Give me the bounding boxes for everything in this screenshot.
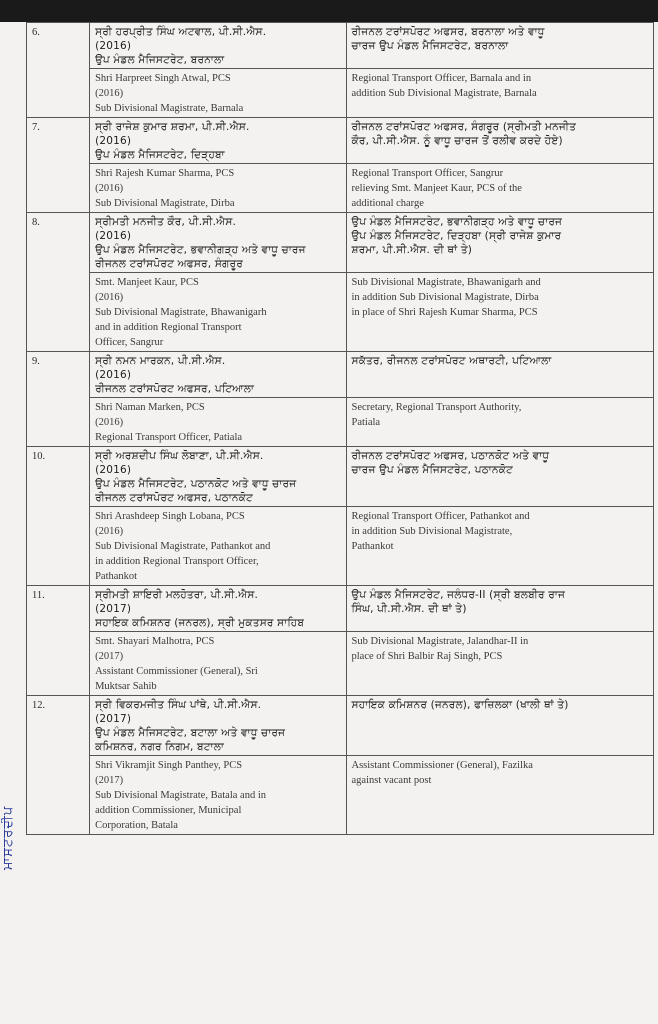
- new-posting-punjabi-line: ਸਕੱਤਰ, ਰੀਜਨਲ ਟਰਾਂਸਪੋਰਟ ਅਥਾਰਟੀ, ਪਟਿਆਲਾ: [351, 355, 552, 367]
- serial-number: 7.: [27, 118, 90, 213]
- officer-current-posting-punjabi-line: (2017): [95, 713, 132, 725]
- new-posting-english-line: Sub Divisional Magistrate, Bhawanigarh and: [351, 277, 541, 288]
- table-body: [27, 23, 654, 835]
- new-posting-english-line: relieving Smt. Manjeet Kaur, PCS of the: [351, 183, 522, 194]
- new-posting-punjabi: [346, 118, 654, 164]
- officer-current-posting-english-line: Smt. Shayari Malhotra, PCS: [95, 636, 215, 647]
- new-posting-punjabi-line: ਸ਼ਰਮਾ, ਪੀ.ਸੀ.ਐਸ. ਦੀ ਥਾਂ ਤੇ): [351, 244, 473, 256]
- serial-number: 6.: [27, 23, 90, 118]
- table-row: [27, 23, 654, 69]
- new-posting-english: [346, 756, 654, 835]
- officer-current-posting-english-line: (2017): [95, 651, 124, 662]
- new-posting-english-line: Pathankot: [351, 541, 394, 552]
- new-posting-punjabi-line: ਰੀਜਨਲ ਟਰਾਂਸਪੋਰਟ ਅਫਸਰ, ਬਰਨਾਲਾ ਅਤੇ ਵਾਧੂ: [351, 26, 545, 38]
- officer-current-posting-english-line: (2017): [95, 775, 124, 786]
- table-row: [27, 398, 654, 447]
- new-posting-english-line: in addition Sub Divisional Magistrate,: [351, 526, 513, 537]
- officer-current-posting-english: [90, 69, 346, 118]
- table-row: [27, 352, 654, 398]
- officer-current-posting-punjabi-line: (2016): [95, 40, 132, 52]
- officer-current-posting-punjabi-line: ਸ੍ਰੀ ਅਰਸ਼ਦੀਪ ਸਿੰਘ ਲੋਬਾਣਾ, ਪੀ.ਸੀ.ਐਸ.: [95, 450, 264, 462]
- new-posting-english-line: additional charge: [351, 198, 424, 209]
- new-posting-english-line: Patiala: [351, 417, 381, 428]
- new-posting-english-line: Regional Transport Officer, Pathankot and: [351, 511, 530, 522]
- officer-current-posting-english: [90, 632, 346, 696]
- officer-current-posting-english-line: addition Commissioner, Municipal: [95, 805, 242, 816]
- new-posting-punjabi: [346, 586, 654, 632]
- new-posting-punjabi: [346, 23, 654, 69]
- new-posting-english-line: Assistant Commissioner (General), Fazilka: [351, 760, 533, 771]
- officer-current-posting-english-line: (2016): [95, 183, 124, 194]
- officer-current-posting-punjabi: [90, 23, 346, 69]
- table-row: [27, 164, 654, 213]
- officer-current-posting-english-line: Shri Rajesh Kumar Sharma, PCS: [95, 168, 235, 179]
- officer-current-posting-punjabi-line: ਸ੍ਰੀ ਹਰਪ੍ਰੀਤ ਸਿੰਘ ਅਟਵਾਲ, ਪੀ.ਸੀ.ਐਸ.: [95, 26, 267, 38]
- officer-current-posting-english-line: Shri Harpreet Singh Atwal, PCS: [95, 73, 231, 84]
- new-posting-punjabi-line: ਚਾਰਜ ਉਪ ਮੰਡਲ ਮੈਜਿਸਟਰੇਟ, ਪਠਾਨਕੋਟ: [351, 464, 513, 476]
- new-posting-english-line: place of Shri Balbir Raj Singh, PCS: [351, 651, 503, 662]
- officer-current-posting-punjabi-line: ਸ੍ਰੀਮਤੀ ਮਨਜੀਤ ਕੌਰ, ਪੀ.ਸੀ.ਐਸ.: [95, 216, 237, 228]
- officer-current-posting-punjabi-line: ਕਮਿਸ਼ਨਰ, ਨਗਰ ਨਿਗਮ, ਬਟਾਲਾ: [95, 741, 225, 753]
- officer-current-posting-english-line: (2016): [95, 88, 124, 99]
- officer-current-posting-punjabi-line: ਸਹਾਇਕ ਕਮਿਸ਼ਨਰ (ਜਨਰਲ), ਸ੍ਰੀ ਮੁਕਤਸਰ ਸਾਹਿਬ: [95, 617, 305, 629]
- new-posting-punjabi-line: ਉਪ ਮੰਡਲ ਮੈਜਿਸਟਰੇਟ, ਜਲੰਧਰ-II (ਸ੍ਰੀ ਬਲਬੀਰ ਰਾਜ: [351, 589, 566, 601]
- officer-current-posting-english: [90, 398, 346, 447]
- table-row: [27, 756, 654, 835]
- officer-current-posting-english: [90, 164, 346, 213]
- new-posting-punjabi-line: ਉਪ ਮੰਡਲ ਮੈਜਿਸਟਰੇਟ, ਭਵਾਨੀਗੜ੍ਹ ਅਤੇ ਵਾਧੂ ਚਾਰਜ: [351, 216, 563, 228]
- officer-current-posting-punjabi-line: ਉਪ ਮੰਡਲ ਮੈਜਿਸਟਰੇਟ, ਬਟਾਲਾ ਅਤੇ ਵਾਧੂ ਚਾਰਜ: [95, 727, 286, 739]
- new-posting-punjabi: [346, 696, 654, 756]
- handwritten-signature: ਮਾਸਟਰਦੀਪ: [1, 805, 16, 870]
- table-row: [27, 118, 654, 164]
- officer-current-posting-english-line: Pathankot: [95, 571, 138, 582]
- officer-current-posting-english-line: Shri Vikramjit Singh Panthey, PCS: [95, 760, 243, 771]
- officer-current-posting-punjabi: [90, 118, 346, 164]
- serial-number: 9.: [27, 352, 90, 447]
- officer-current-posting-punjabi-line: ਉਪ ਮੰਡਲ ਮੈਜਿਸਟਰੇਟ, ਬਰਨਾਲਾ: [95, 54, 225, 66]
- officer-current-posting-punjabi-line: (2016): [95, 230, 132, 242]
- table-row: [27, 69, 654, 118]
- new-posting-punjabi-line: ਰੀਜਨਲ ਟਰਾਂਸਪੋਰਟ ਅਫਸਰ, ਪਠਾਨਕੋਟ ਅਤੇ ਵਾਧੂ: [351, 450, 550, 462]
- officer-current-posting-english: [90, 756, 346, 835]
- officer-current-posting-punjabi: [90, 213, 346, 273]
- serial-number: 8.: [27, 213, 90, 352]
- serial-number: 11.: [27, 586, 90, 696]
- new-posting-english-line: Regional Transport Officer, Sangrur: [351, 168, 504, 179]
- officer-current-posting-punjabi-line: (2017): [95, 603, 132, 615]
- officer-current-posting-punjabi-line: (2016): [95, 369, 132, 381]
- officer-current-posting-english-line: Sub Divisional Magistrate, Pathankot and: [95, 541, 271, 552]
- new-posting-punjabi-line: ਉਪ ਮੰਡਲ ਮੈਜਿਸਟਰੇਟ, ਦਿੜ੍ਹਬਾ (ਸ੍ਰੀ ਰਾਜੇਸ਼ ਕੁਮਾਰ: [351, 230, 562, 242]
- officer-current-posting-english-line: Shri Arashdeep Singh Lobana, PCS: [95, 511, 245, 522]
- officer-current-posting-english-line: Sub Divisional Magistrate, Bhawanigarh: [95, 307, 267, 318]
- new-posting-punjabi-line: ਰੀਜਨਲ ਟਰਾਂਸਪੋਰਟ ਅਫਸਰ, ਸੰਗਰੂਰ (ਸ੍ਰੀਮਤੀ ਮਨਜੀਤ: [351, 121, 576, 133]
- new-posting-punjabi-line: ਚਾਰਜ ਉਪ ਮੰਡਲ ਮੈਜਿਸਟਰੇਟ, ਬਰਨਾਲਾ: [351, 40, 509, 52]
- officer-current-posting-punjabi-line: ਉਪ ਮੰਡਲ ਮੈਜਿਸਟਰੇਟ, ਦਿੜ੍ਹਬਾ: [95, 149, 225, 161]
- officer-current-posting-english-line: in addition Regional Transport Officer,: [95, 556, 259, 567]
- serial-number: 10.: [27, 447, 90, 586]
- officer-current-posting-english-line: Smt. Manjeet Kaur, PCS: [95, 277, 199, 288]
- officer-current-posting-english-line: Officer, Sangrur: [95, 337, 164, 348]
- new-posting-english: [346, 632, 654, 696]
- officer-current-posting-english-line: Assistant Commissioner (General), Sri: [95, 666, 258, 677]
- officer-current-posting-english: [90, 273, 346, 352]
- officer-current-posting-punjabi: [90, 696, 346, 756]
- new-posting-english: [346, 398, 654, 447]
- officer-current-posting-punjabi-line: ਉਪ ਮੰਡਲ ਮੈਜਿਸਟਰੇਟ, ਭਵਾਨੀਗੜ੍ਹ ਅਤੇ ਵਾਧੂ ਚਾਰਜ: [95, 244, 306, 256]
- officer-current-posting-english-line: Sub Divisional Magistrate, Dirba: [95, 198, 235, 209]
- officer-current-posting-punjabi-line: (2016): [95, 464, 132, 476]
- new-posting-english-line: in addition Sub Divisional Magistrate, Dirba: [351, 292, 539, 303]
- officer-current-posting-english-line: (2016): [95, 526, 124, 537]
- officer-current-posting-english-line: (2016): [95, 417, 124, 428]
- officer-current-posting-punjabi-line: (2016): [95, 135, 132, 147]
- officer-current-posting-english-line: Corporation, Batala: [95, 820, 178, 831]
- table-row: [27, 273, 654, 352]
- officer-current-posting-english-line: Regional Transport Officer, Patiala: [95, 432, 243, 443]
- officer-current-posting-english-line: Sub Divisional Magistrate, Barnala: [95, 103, 244, 114]
- table-row: [27, 632, 654, 696]
- officer-current-posting-english-line: Shri Naman Marken, PCS: [95, 402, 205, 413]
- new-posting-punjabi-line: ਸਿੰਘ, ਪੀ.ਸੀ.ਐਸ. ਦੀ ਥਾਂ ਤੇ): [351, 603, 467, 615]
- officer-current-posting-english-line: Muktsar Sahib: [95, 681, 157, 692]
- officer-current-posting-punjabi-line: ਰੀਜਨਲ ਟਰਾਂਸਪੋਰਟ ਅਫਸਰ, ਸੰਗਰੂਰ: [95, 258, 243, 270]
- table-row: [27, 507, 654, 586]
- officer-current-posting-english-line: Sub Divisional Magistrate, Batala and in: [95, 790, 266, 801]
- new-posting-english-line: Secretary, Regional Transport Authority,: [351, 402, 522, 413]
- new-posting-punjabi: [346, 213, 654, 273]
- table-row: [27, 213, 654, 273]
- new-posting-english: [346, 164, 654, 213]
- new-posting-english-line: Regional Transport Officer, Barnala and in: [351, 73, 532, 84]
- officer-current-posting-english-line: (2016): [95, 292, 124, 303]
- top-status-bar: [0, 0, 658, 22]
- officer-current-posting-english-line: and in addition Regional Transport: [95, 322, 242, 333]
- transfer-orders-table: [26, 22, 654, 835]
- officer-current-posting-punjabi-line: ਸ੍ਰੀ ਵਿਕਰਮਜੀਤ ਸਿੰਘ ਪਾਂਥੇ, ਪੀ.ਸੀ.ਐਸ.: [95, 699, 262, 711]
- new-posting-english-line: addition Sub Divisional Magistrate, Barnala: [351, 88, 537, 99]
- new-posting-english: [346, 273, 654, 352]
- new-posting-english-line: against vacant post: [351, 775, 432, 786]
- officer-current-posting-punjabi-line: ਉਪ ਮੰਡਲ ਮੈਜਿਸਟਰੇਟ, ਪਠਾਨਕੋਟ ਅਤੇ ਵਾਧੂ ਚਾਰਜ: [95, 478, 297, 490]
- officer-current-posting-punjabi-line: ਸ੍ਰੀ ਨਮਨ ਮਾਰਕਨ, ਪੀ.ਸੀ.ਐਸ.: [95, 355, 226, 367]
- new-posting-punjabi: [346, 352, 654, 398]
- officer-current-posting-punjabi-line: ਸ੍ਰੀ ਰਾਜੇਸ਼ ਕੁਮਾਰ ਸ਼ਰਮਾ, ਪੀ.ਸੀ.ਐਸ.: [95, 121, 250, 133]
- serial-number: 12.: [27, 696, 90, 835]
- table-row: [27, 447, 654, 507]
- officer-current-posting-punjabi-line: ਰੀਜਨਲ ਟਰਾਂਸਪੋਰਟ ਅਫਸਰ, ਪਟਿਆਲਾ: [95, 383, 255, 395]
- officer-current-posting-punjabi-line: ਸ੍ਰੀਮਤੀ ਸ਼ਾਇਰੀ ਮਲਹੋਤਰਾ, ਪੀ.ਸੀ.ਐਸ.: [95, 589, 259, 601]
- new-posting-english-line: in place of Shri Rajesh Kumar Sharma, PCS: [351, 307, 538, 318]
- new-posting-punjabi-line: ਕੌਰ, ਪੀ.ਸੀ.ਐਸ. ਨੂੰ ਵਾਧੂ ਚਾਰਜ ਤੋਂ ਰਲੀਵ ਕਰਦੇ ਹੋਏ): [351, 135, 563, 147]
- officer-current-posting-punjabi: [90, 447, 346, 507]
- officer-current-posting-punjabi: [90, 586, 346, 632]
- officer-current-posting-punjabi-line: ਰੀਜਨਲ ਟਰਾਂਸਪੋਰਟ ਅਫਸਰ, ਪਠਾਨਕੋਟ: [95, 492, 253, 504]
- new-posting-english-line: Sub Divisional Magistrate, Jalandhar-II in: [351, 636, 529, 647]
- new-posting-english: [346, 507, 654, 586]
- officer-current-posting-punjabi: [90, 352, 346, 398]
- table-row: [27, 586, 654, 632]
- new-posting-punjabi-line: ਸਹਾਇਕ ਕਮਿਸ਼ਨਰ (ਜਨਰਲ), ਫਾਜ਼ਿਲਕਾ (ਖਾਲੀ ਥਾਂ ਤੇ): [351, 699, 569, 711]
- new-posting-english: [346, 69, 654, 118]
- new-posting-punjabi: [346, 447, 654, 507]
- officer-current-posting-english: [90, 507, 346, 586]
- table-row: [27, 696, 654, 756]
